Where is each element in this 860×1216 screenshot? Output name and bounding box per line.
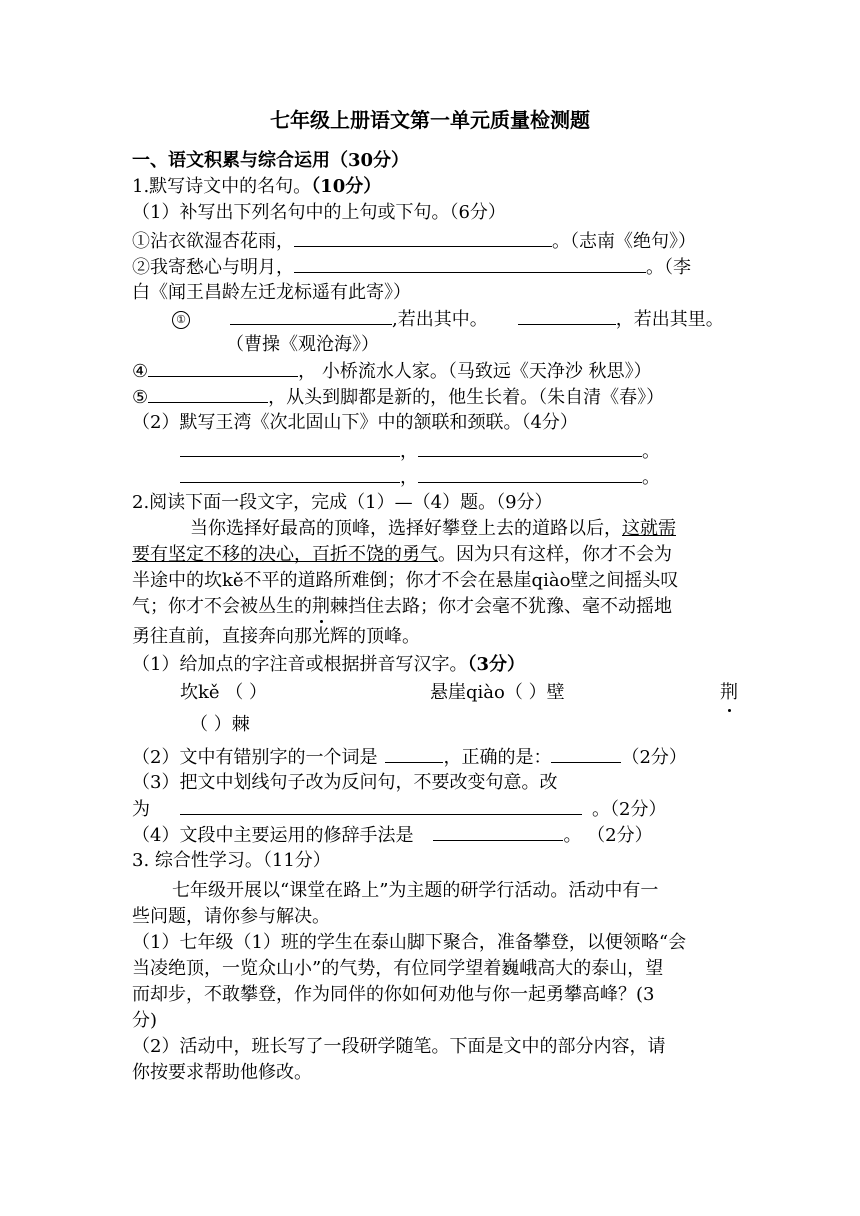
q1-sub2: （2）默写王湾《次北固山下》中的颔联和颈联。（4分） — [132, 412, 578, 433]
answer-blank[interactable] — [294, 228, 552, 247]
q3-sub1-line-1: （1）七年级（1）班的学生在泰山脚下聚合，准备攀登，以便领略“会 — [132, 932, 687, 953]
q1-heading — [132, 174, 738, 200]
item2-source: 。（李 — [646, 257, 691, 278]
passage-line-2 — [132, 542, 738, 568]
q2-sub3: （3）把文中划线句子改为反问句，不要改变句意。改 — [132, 772, 558, 793]
dotted-char: 荆 — [312, 596, 330, 617]
q3-sub2-line-1: （2）活动中，班长写了一段研学随笔。下面是文中的部分内容，请 — [132, 1036, 666, 1057]
item3-number: ① — [172, 311, 190, 329]
q1-item3 — [132, 306, 738, 333]
item5-number: ⑤ — [132, 387, 149, 408]
item1-text: ①沾衣欲湿杏花雨， — [132, 231, 294, 252]
item3-source: （曹操《观沧海》） — [226, 334, 379, 355]
q1-item4 — [132, 358, 738, 385]
answer-blank[interactable] — [180, 464, 400, 483]
answer-blank[interactable] — [294, 254, 646, 273]
q3-sub1-line-2: 当凌绝顶，一览众山小”的气势，有位同学望着巍峨高大的泰山，望 — [132, 958, 664, 979]
q2-sub3-cont — [132, 796, 738, 823]
q1-score: （10分） — [311, 176, 382, 197]
underlined-sentence: 要有坚定不移的决心，百折不饶的勇气 — [132, 544, 438, 565]
answer-blank[interactable] — [433, 822, 563, 841]
period: 。 — [642, 467, 660, 488]
poem-line-2 — [180, 464, 786, 491]
item5-text: ，从头到脚都是新的，他生长着。（朱自清《春》） — [268, 387, 665, 408]
passage-line-3: 半途中的坎kě不平的道路所难倒；你才不会在悬崖qiào壁之间摇头叹 — [132, 570, 679, 591]
answer-blank[interactable] — [148, 358, 298, 377]
section-heading: 一、语文积累与综合运用（30分） — [132, 150, 410, 171]
answer-blank[interactable] — [180, 796, 582, 815]
q3-intro-1: 七年级开展以“课堂在路上”为主题的研学行活动。活动中有一 — [172, 880, 659, 901]
poem-line-1 — [180, 438, 786, 465]
answer-blank[interactable] — [385, 744, 443, 763]
sub1-score: （3分） — [467, 654, 525, 675]
passage-line-5: 勇往直前，直接奔向那光辉的顶峰。 — [132, 626, 420, 647]
period: 。 — [642, 441, 660, 462]
item2-text: ②我寄愁心与明月， — [132, 257, 294, 278]
q3-sub2-line-2: 你按要求帮助他修改。 — [132, 1062, 312, 1083]
answer-blank[interactable] — [551, 744, 621, 763]
passage-text: 。因为只有这样，你才不会为 — [438, 544, 672, 565]
sub2-text: （2）文中有错别字的一个词是 — [132, 747, 378, 768]
passage-text: 气；你才不会被丛生的 — [132, 596, 312, 617]
answer-blank[interactable] — [418, 438, 642, 457]
q3-sub1-line-4: 分) — [132, 1010, 158, 1031]
underlined-sentence: 这就需 — [622, 518, 676, 539]
q3-intro-2: 些问题，请你参与解决。 — [132, 906, 330, 927]
pinyin-item-3: 荆 — [720, 680, 738, 706]
answer-blank[interactable] — [418, 464, 642, 483]
answer-blank[interactable] — [180, 438, 400, 457]
q2-sub1-item3-cont: （ ）棘 — [190, 714, 250, 735]
q2-heading: 2.阅读下面一段文字，完成（1）—（4）题。（9分） — [132, 492, 553, 513]
pinyin-item-1: 坎kě （ ） — [180, 682, 268, 703]
sub3-text-b: 为 — [132, 799, 150, 820]
q1-item1 — [132, 228, 738, 255]
q1-item5 — [132, 384, 738, 411]
q1-label: 1.默写诗文中的名句。 — [132, 176, 312, 197]
page-title: 七年级上册语文第一单元质量检测题 — [270, 108, 590, 132]
q2-sub1 — [132, 652, 738, 678]
answer-blank[interactable] — [148, 384, 268, 403]
sub1-text: （1）给加点的字注音或根据拼音写汉字。 — [132, 654, 468, 675]
pinyin-item-2: 悬崖qiào（ ）壁 — [430, 682, 565, 703]
sub2-text-b: ，正确的是： — [443, 747, 552, 768]
q2-sub2 — [132, 744, 738, 771]
passage-text: 当你选择好最高的顶峰，选择好攀登上去的道路以后， — [190, 518, 622, 539]
q3-sub1-line-3: 而却步，不敢攀登，作为同伴的你如何劝他与你一起勇攀高峰？(3 — [132, 984, 655, 1005]
item3-text-a: ,若出其中。 — [392, 309, 488, 330]
q1-item2 — [132, 254, 738, 281]
passage-line-1 — [190, 516, 738, 542]
q3-heading: 3. 综合性学习。（11分） — [132, 850, 331, 871]
passage-line-4 — [132, 594, 738, 620]
item4-text: ， 小桥流水人家。（马致远《天净沙 秋思》） — [298, 361, 652, 382]
sub2-score: （2分） — [621, 747, 687, 768]
q1-sub1: （1）补写出下列名句中的上句或下句。（6分） — [132, 202, 506, 223]
comma: ， — [400, 441, 418, 462]
passage-text: 棘挡住去路；你才会毫不犹豫、毫不动摇地 — [330, 596, 672, 617]
comma: ， — [400, 467, 418, 488]
item3-text-b: ，若出其里。 — [615, 309, 724, 330]
item1-source: 。（志南《绝句》） — [552, 231, 696, 252]
sub3-score: 。（2分） — [592, 799, 667, 820]
q2-sub4 — [132, 822, 738, 849]
item2-source-cont: 白《闻王昌龄左迁龙标遥有此寄》） — [132, 282, 411, 303]
sub4-text: （4）文段中主要运用的修辞手法是 — [132, 825, 414, 846]
sub4-score: 。 （2分） — [563, 825, 653, 846]
answer-blank[interactable] — [518, 306, 616, 325]
answer-blank[interactable] — [230, 306, 392, 325]
item4-number: ④ — [132, 361, 149, 382]
